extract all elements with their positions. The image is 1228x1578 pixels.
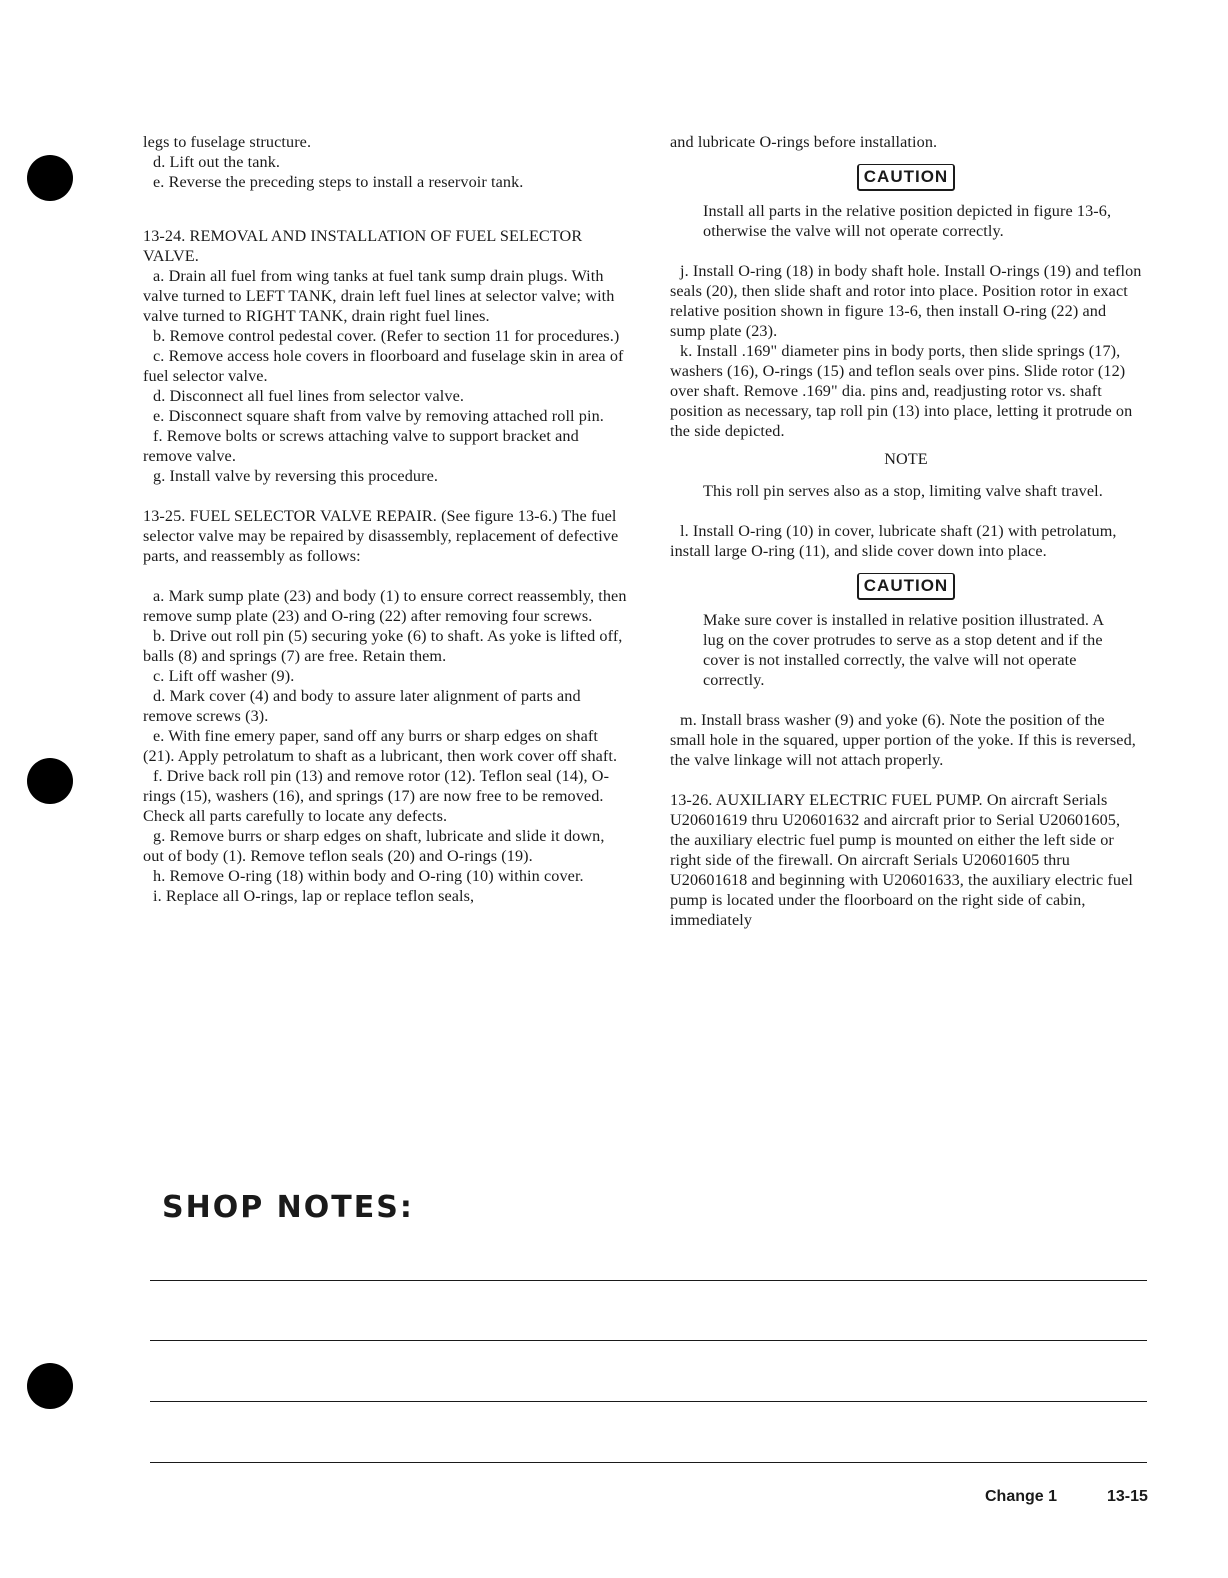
punch-hole-bottom (27, 1363, 73, 1409)
shop-notes-title: SHOP NOTES: (162, 1190, 414, 1225)
step-m: m. Install brass washer (9) and yoke (6). Note the position of the small hole in the squared, upper portion of the yoke. If this is reversed, the valve linkage will not attach properly. (670, 711, 1136, 769)
section-heading-13-25: 13-25. FUEL SELECTOR VALVE REPAIR. (See figure 13-6.) The fuel selector valve may be repaired by disassembly, replacement of defective parts, and reassembly as follows: (143, 507, 619, 565)
note-line (150, 1401, 1147, 1402)
step-c: c. Lift off washer (9). (153, 667, 295, 685)
step-d: d. Disconnect all fuel lines from selector valve. (153, 387, 465, 405)
step-g: g. Install valve by reversing this procedure. (153, 467, 438, 485)
caution-banner (670, 164, 1142, 191)
caution-label: CAUTION (857, 573, 955, 600)
note-line (150, 1340, 1147, 1341)
page-number: 13-15 (1107, 1488, 1148, 1505)
caution-text: Install all parts in the relative position depicted in figure 13-6, otherwise the valve will not operate correctly. (703, 202, 1112, 240)
step-e: e. Reverse the preceding steps to install a reservoir tank. (153, 173, 524, 191)
punch-hole-middle (27, 758, 73, 804)
step-j: j. Install O-ring (18) in body shaft hole. Install O-rings (19) and teflon seals (20), then slide shaft and rotor into place. Position rotor in exact relative position shown in figure 13-6, then install O-ring (22) and sump plate (23). (670, 262, 1142, 340)
note-text: This roll pin serves also as a stop, limiting valve shaft travel. (703, 482, 1103, 500)
note-line (150, 1280, 1147, 1281)
step-e: e. Disconnect square shaft from valve by removing attached roll pin. (153, 407, 604, 425)
step-e: e. With fine emery paper, sand off any burrs or sharp edges on shaft (21). Apply petrolatum to shaft as a lubricant, then work cover off shaft. (143, 727, 618, 765)
caution-banner (670, 573, 1142, 600)
note-line (150, 1462, 1147, 1463)
step-a: a. Mark sump plate (23) and body (1) to ensure correct reassembly, then remove sump plate (23) and O-ring (22) after removing four screws. (143, 587, 627, 625)
step-l: l. Install O-ring (10) in cover, lubricate shaft (21) with petrolatum, install large O-ring (11), and slide cover down into place. (670, 522, 1117, 560)
step-a: a. Drain all fuel from wing tanks at fuel tank sump drain plugs. With valve turned to LEFT TANK, drain left fuel lines at selector valve; with valve turned to RIGHT TANK, drain right fuel lines. (143, 267, 615, 325)
step-d: d. Mark cover (4) and body to assure later alignment of parts and remove screws (3). (143, 687, 581, 725)
continued-text: and lubricate O-rings before installation. (670, 133, 938, 151)
section-heading-13-24: 13-24. REMOVAL AND INSTALLATION OF FUEL SELECTOR VALVE. (143, 227, 583, 265)
step-b: b. Drive out roll pin (5) securing yoke (6) to shaft. As yoke is lifted off, balls (8) and springs (7) are free. Retain them. (143, 627, 623, 665)
right-column (670, 132, 1142, 930)
step-b: b. Remove control pedestal cover. (Refer to section 11 for procedures.) (153, 327, 620, 345)
step-d: d. Lift out the tank. (153, 153, 281, 171)
section-heading-13-26: 13-26. AUXILIARY ELECTRIC FUEL PUMP. On aircraft Serials U20601619 thru U20601632 and aircraft prior to Serial U20601605, the auxiliary electric fuel pump is mounted on either the left side or right side of the firewall. On aircraft Serials U20601605 thru U20601618 and beginning with U20601633, the auxiliary electric fuel pump is located under the floorboard on the right side of cabin, immediately (670, 791, 1133, 929)
continued-text: legs to fuselage structure. (143, 133, 312, 151)
step-g: g. Remove burrs or sharp edges on shaft, lubricate and slide it down, out of body (1). Remove teflon seals (20) and O-rings (19). (143, 827, 605, 865)
change-label: Change 1 (985, 1488, 1058, 1505)
step-k: k. Install .169" diameter pins in body ports, then slide springs (17), washers (16), O-rings (15) and teflon seals over pins. Slide rotor (12) over shaft. Remove .169" dia. pins and, readjusting rotor vs. shaft position as necessary, tap roll pin (13) into place, letting it protrude on the side depicted. (670, 342, 1133, 440)
step-c: c. Remove access hole covers in floorboard and fuselage skin in area of fuel selector valve. (143, 347, 624, 385)
step-i: i. Replace all O-rings, lap or replace teflon seals, (153, 887, 475, 905)
step-h: h. Remove O-ring (18) within body and O-ring (10) within cover. (153, 867, 584, 885)
step-f: f. Drive back roll pin (13) and remove rotor (12). Teflon seal (14), O-rings (15), washers (16), and springs (17) are now free to be removed. Check all parts carefully to locate any defects. (143, 767, 610, 825)
left-column (143, 132, 627, 906)
punch-hole-top (27, 155, 73, 201)
caution-label: CAUTION (857, 164, 955, 191)
note-heading: NOTE (884, 450, 928, 468)
caution-text: Make sure cover is installed in relative position illustrated. A lug on the cover protrudes to serve as a stop detent and if the cover is not installed correctly, the valve will not operate correctly. (703, 611, 1104, 689)
step-f: f. Remove bolts or screws attaching valve to support bracket and remove valve. (143, 427, 579, 465)
